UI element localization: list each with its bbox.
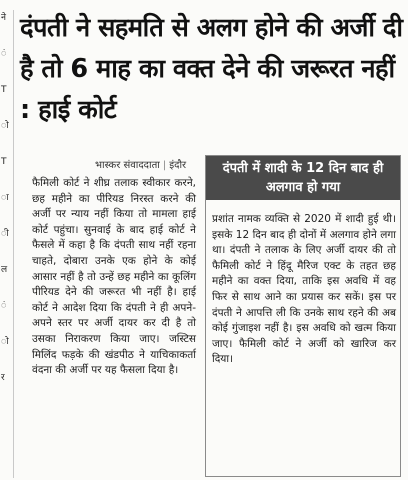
sidebar-box	[205, 155, 401, 477]
gutter-fragment: ं	[1, 49, 7, 59]
byline-city: इंदौर	[169, 160, 187, 171]
sidebar-text: प्रशांत नामक व्यक्ति से 2020 में शादी हुई थी। इसके 12 दिन बाद ही दोनों में अलगाव होने लगा था। दंपती ने तलाक के लिए अर्जी दायर की तो फैमिली कोर्ट ने हिंदू मैरिज एक्ट के तहत छह महीने का वक्त दिया, ताकि इस अवधि में वह फिर से साथ आने का प्रयास कर सकें। इस पर दंपती ने आपत्ति ली कि उनके साथ रहने की अब कोई गुंजाइश नहीं है। इस अवधि को खत्म किया जाए। फैमिली कोर्ट ने अर्जी को खारिज कर दिया।	[212, 213, 396, 366]
gutter-fragment: ल	[1, 265, 8, 275]
gutter-fragment: ो	[1, 337, 9, 347]
article-body: फैमिली कोर्ट ने शीघ्र तलाक स्वीकार करने, छह महीने का पीरियड निरस्त करने की अर्जी पर न्याय नहीं किया तो मामला हाई कोर्ट पहुंचा। सुनवाई के बाद हाई कोर्ट ने फैसले में कहा है कि दंपती साथ नहीं रहना चाहते, दोबारा उनके एक होने के कोई आसार नहीं है तो उन्हें छह महीने का कूलिंग पीरियड देने की जरूरत भी नहीं है। हाई कोर्ट ने आदेश दिया कि दंपती ने ही अपने-अपने स्तर पर अर्जी दायर कर दी है तो उसका निराकरण किया जाए। जस्टिस मिलिंद फड़के की खंडपीठ ने याचिकाकर्ता वंदना की अर्जी पर यह फैसला दिया है।	[32, 177, 196, 377]
gutter-fragment: र	[1, 373, 5, 383]
byline-source: भास्कर संवाददाता	[95, 160, 160, 171]
sidebar-title: दंपती में शादी के 12 दिन बाद ही अलगाव हो गया	[206, 156, 400, 200]
gutter-fragment: ने	[1, 13, 6, 23]
gutter-fragment: ं	[1, 301, 7, 311]
headline: दंपती ने सहमति से अलग होने की अर्जी दी है तो 6 माह का वक्त देने की जरूरत नहीं : हाई कोर्ट	[20, 13, 403, 125]
adjacent-column-fragments	[0, 0, 12, 480]
byline-separator: |	[162, 160, 167, 171]
byline	[95, 157, 186, 171]
gutter-fragment: ी	[1, 229, 9, 239]
column-divider	[13, 10, 14, 478]
gutter-fragment: ो	[1, 121, 9, 131]
gutter-fragment: T	[1, 157, 7, 167]
gutter-fragment: ा	[1, 193, 9, 203]
gutter-fragment: T	[1, 85, 7, 95]
